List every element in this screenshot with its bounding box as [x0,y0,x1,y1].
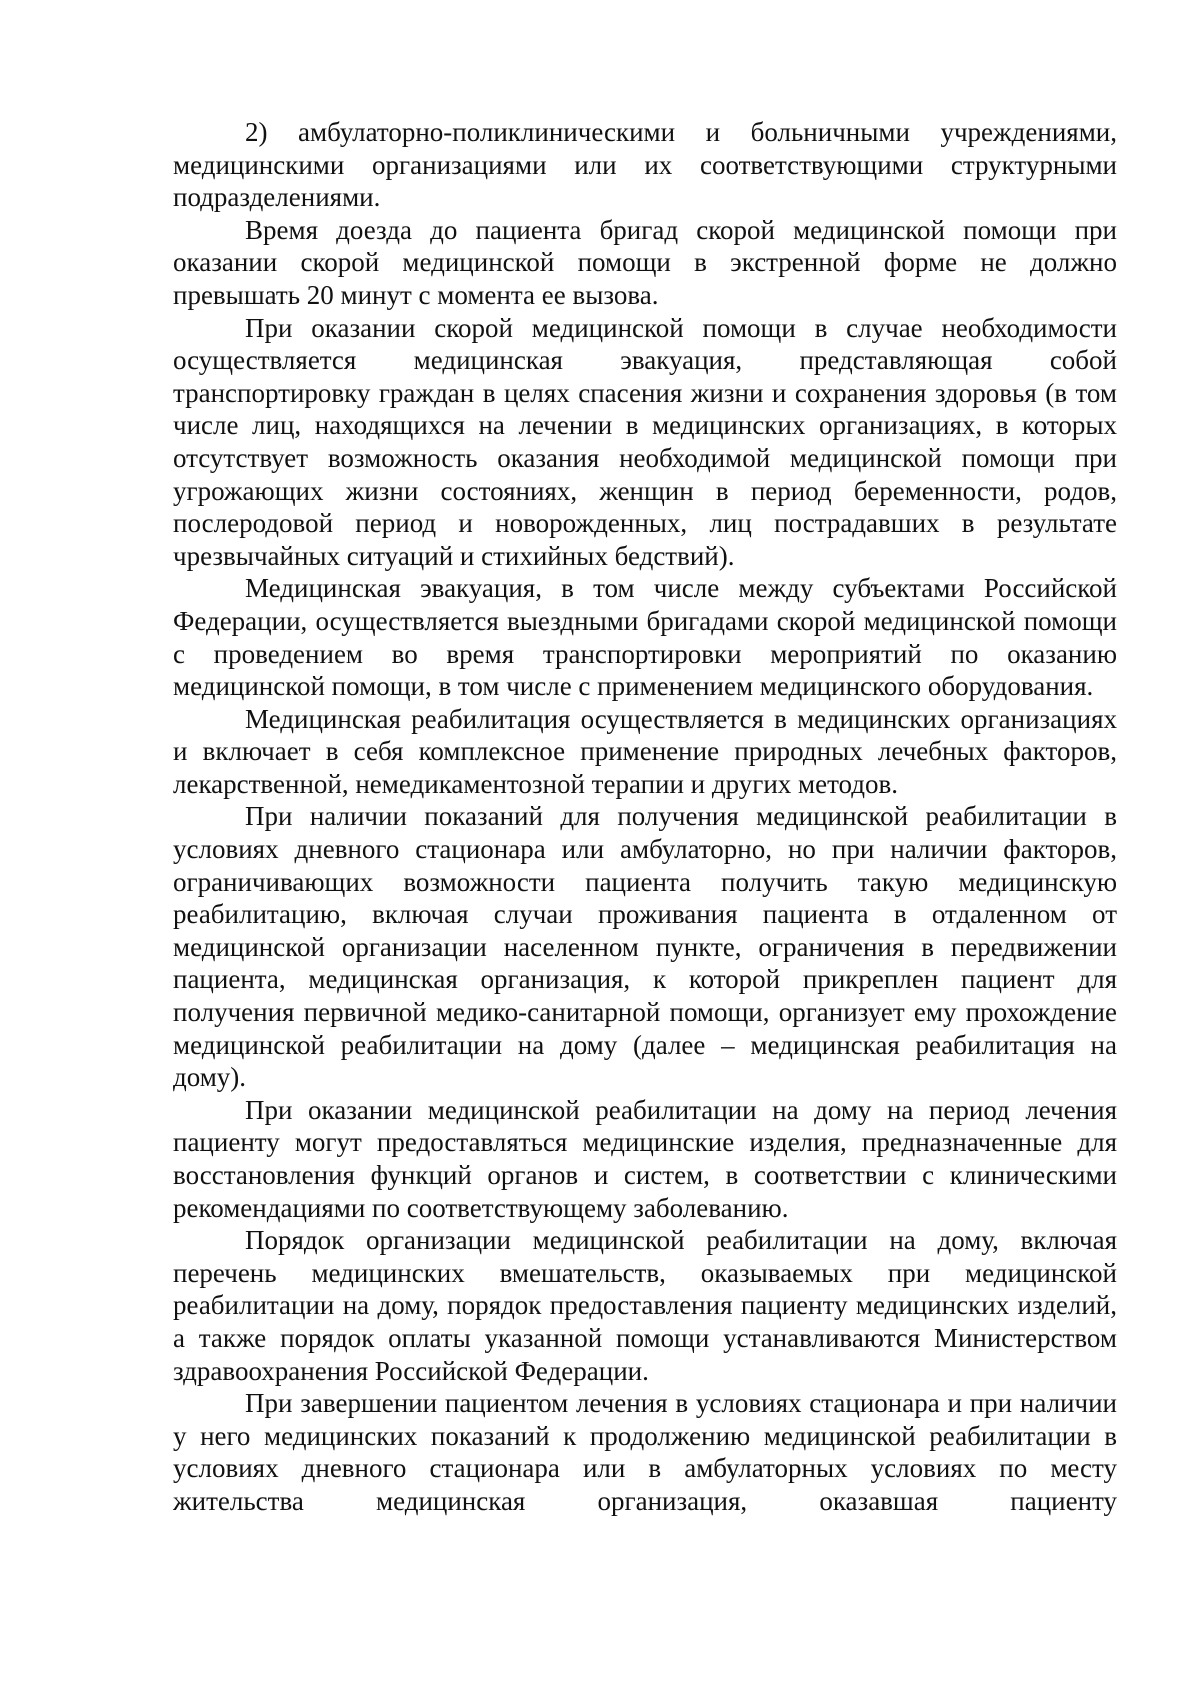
document-body [173,116,1117,1518]
paragraph-5: Медицинская реабилитация осуществляется в медицинских организациях и включает в себя комплексное применение природных лечебных факторов, лекарственной, немедикаментозной терапии и других методов. [173,703,1117,799]
paragraph-9: При завершении пациентом лечения в условиях стационара и при наличии у него медицинских показаний к продолжению медицинской реабилитации в условиях дневного стационара или в амбулаторных условиях по месту жительства медицинская организация, оказавшая пациенту [173,1388,1117,1516]
paragraph-6: При наличии показаний для получения медицинской реабилитации в условиях дневного стационара или амбулаторно, но при наличии факторов, ограничивающих возможности пациента получить такую медицинскую реабилитацию, включая случаи проживания пациента в отдаленном от медицинской организации населенном пункте, ограничения в передвижении пациента, медицинская организация, к которой прикреплен пациент для получения первичной медико-санитарной помощи, организует ему прохождение медицинской реабилитации на дому (далее – медицинская реабилитация на дому). [173,801,1117,1093]
paragraph-8: Порядок организации медицинской реабилитации на дому, включая перечень медицинских вмешательств, оказываемых при медицинской реабилитации на дому, порядок предоставления пациенту медицинских изделий, а также порядок оплаты указанной помощи устанавливаются Министерством здравоохранения Российской Федерации. [173,1225,1117,1386]
paragraph-2: Время доезда до пациента бригад скорой медицинской помощи при оказании скорой медицинской помощи в экстренной форме не должно превышать 20 минут с момента ее вызова. [173,214,1117,310]
paragraph-3: При оказании скорой медицинской помощи в случае необходимости осуществляется медицинская эвакуация, представляющая собой транспортировку граждан в целях спасения жизни и сохранения здоровья (в том числе лиц, находящихся на лечении в медицинских организациях, в которых отсутствует возможность оказания необходимой медицинской помощи при угрожающих жизни состояниях, женщин в период беременности, родов, послеродовой период и новорожденных, лиц пострадавших в результате чрезвычайных ситуаций и стихийных бедствий). [173,312,1117,571]
paragraph-7: При оказании медицинской реабилитации на дому на период лечения пациенту могут предоставляться медицинские изделия, предназначенные для восстановления функций органов и систем, в соответствии с клиническими рекомендациями по соответствующему заболеванию. [173,1094,1117,1223]
paragraph-1: 2) амбулаторно-поликлиническими и больничными учреждениями, медицинскими организациями или их соответствующими структурными подразделениями. [173,117,1117,213]
paragraph-4: Медицинская эвакуация, в том числе между субъектами Российской Федерации, осуществляется выездными бригадами скорой медицинской помощи с проведением во время транспортировки мероприятий по оказанию медицинской помощи, в том числе с применением медицинского оборудования. [173,573,1117,702]
